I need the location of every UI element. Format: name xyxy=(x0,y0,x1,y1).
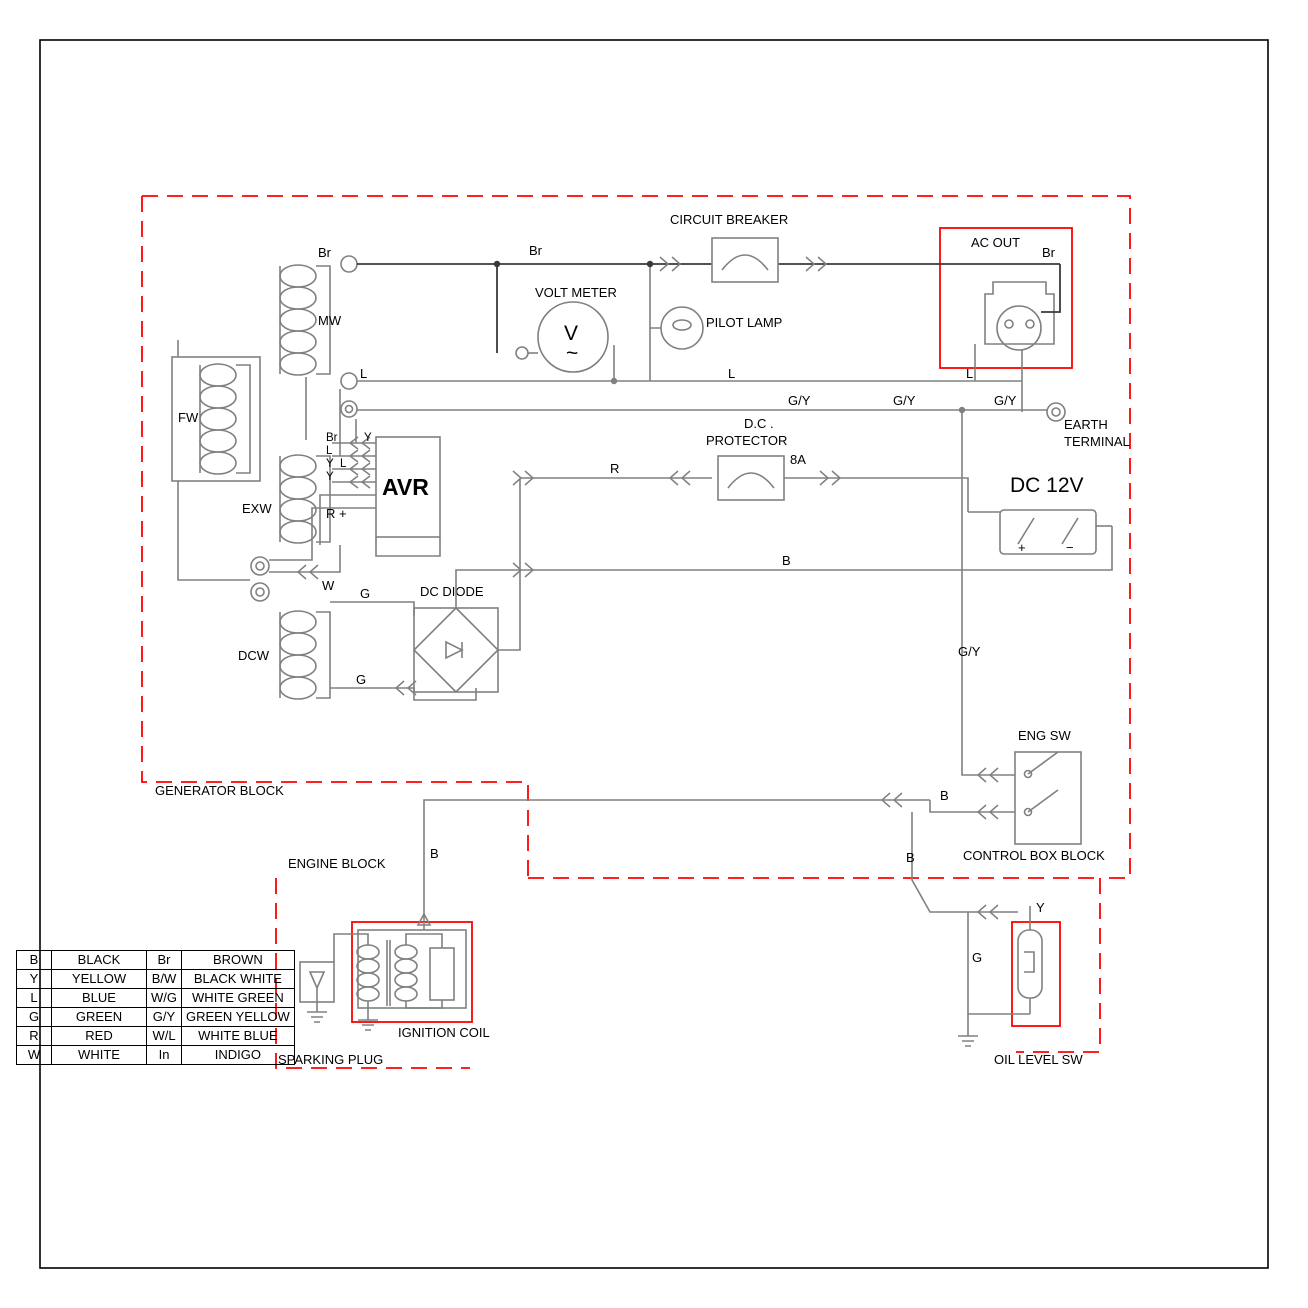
ac-out-label: AC OUT xyxy=(971,235,1021,250)
wire-label-acout-l: L xyxy=(966,366,974,381)
oil-level-sw-label: OIL LEVEL SW xyxy=(994,1052,1083,1067)
legend-code2: W/G xyxy=(147,989,182,1008)
volt-meter-label: VOLT METER xyxy=(535,285,617,300)
gy-terminal-inner xyxy=(346,406,353,413)
legend-code2: B/W xyxy=(147,970,182,989)
dc-winding-coil xyxy=(280,611,330,699)
circuit-breaker-body xyxy=(712,238,778,282)
earth-terminal-label-2: TERMINAL xyxy=(1064,434,1130,449)
wire-label-avr-l2: L xyxy=(340,458,347,470)
diagram-frame xyxy=(40,40,1268,1268)
wire-label-exw-w: W xyxy=(322,578,335,593)
mw-terminal-br xyxy=(341,256,357,272)
legend-name2: BROWN xyxy=(182,951,295,970)
pilot-lamp-label: PILOT LAMP xyxy=(706,315,783,330)
dc-12v-plus: + xyxy=(1018,540,1026,555)
legend-row xyxy=(17,1046,295,1065)
generator-block-label: GENERATOR BLOCK xyxy=(155,783,284,798)
dc-12v-label: DC 12V xyxy=(1010,474,1084,497)
ac-out-socket xyxy=(985,282,1054,350)
color-code-legend xyxy=(16,950,295,1065)
eng-sw-body xyxy=(1015,752,1081,844)
junction-voltmeter xyxy=(494,261,500,267)
legend-code2: In xyxy=(147,1046,182,1065)
legend-row xyxy=(17,1008,295,1027)
dc-protector-body xyxy=(718,456,784,500)
wire-label-avr-br: Br xyxy=(326,432,338,444)
junction-gy-engsw xyxy=(959,407,965,413)
wire-avr-bottom-loop xyxy=(376,537,440,556)
exw-terminal-upper-inner xyxy=(256,562,264,570)
avr-label: AVR xyxy=(382,474,429,500)
wire-label-gy-4: G/Y xyxy=(958,644,981,659)
wire-label-avr-y3: Y xyxy=(326,471,334,483)
earth-terminal-label-1: EARTH xyxy=(1064,417,1108,432)
wire-avr-r xyxy=(269,508,332,560)
legend-row xyxy=(17,951,295,970)
field-winding-label: FW xyxy=(178,410,199,425)
wire-label-gy-3: G/Y xyxy=(994,393,1017,408)
wire-label-oil-sw-y: Y xyxy=(1036,900,1045,915)
legend-row xyxy=(17,970,295,989)
legend-name: GREEN xyxy=(52,1008,147,1027)
legend-name2: BLACK WHITE xyxy=(182,970,295,989)
wire-label-avr-l1: L xyxy=(326,445,333,457)
engine-block-label: ENGINE BLOCK xyxy=(288,856,386,871)
volt-meter-symbol: V xyxy=(564,322,579,345)
legend-code: G xyxy=(17,1008,52,1027)
wire-label-dcw-g-bottom: G xyxy=(356,672,367,687)
legend-name2: WHITE BLUE xyxy=(182,1027,295,1046)
wire-label-engsw-b: B xyxy=(940,788,949,803)
wire-label-gy-2: G/Y xyxy=(893,393,916,408)
dc-protector-label-2: PROTECTOR xyxy=(706,433,788,448)
exciter-winding-coil xyxy=(280,455,330,543)
eng-sw-label: ENG SW xyxy=(1018,728,1071,743)
wire-label-breaker-br: Br xyxy=(529,243,542,258)
wire-fw-bottom xyxy=(178,481,250,580)
legend-name2: WHITE GREEN xyxy=(182,989,295,1008)
wire-label-dcw-g-top: G xyxy=(360,586,371,601)
wire-label-engine-b: B xyxy=(906,850,915,865)
wire-label-mw-l: L xyxy=(360,366,368,381)
legend-code2: Br xyxy=(147,951,182,970)
pilot-lamp-body xyxy=(661,307,703,349)
legend-name: WHITE xyxy=(52,1046,147,1065)
wire-label-avr-y1: Y xyxy=(364,432,372,444)
wire-label-mw-br: Br xyxy=(318,245,331,260)
oil-sw-ground-symbol xyxy=(958,1036,978,1046)
volt-meter-terminal-left xyxy=(516,347,528,359)
legend-code: W xyxy=(17,1046,52,1065)
dc-winding-label: DCW xyxy=(238,648,270,663)
sparking-plug-label: SPARKING PLUG xyxy=(278,1052,384,1067)
wire-label-dc-b: B xyxy=(782,553,791,568)
exw-terminal-lower-inner xyxy=(256,588,264,596)
legend-name: BLACK xyxy=(52,951,147,970)
field-winding-coil xyxy=(200,364,250,474)
dc-12v-socket xyxy=(968,510,1112,554)
avr-input-arrows xyxy=(350,437,370,488)
wire-dcw-g-top xyxy=(330,602,414,616)
wire-label-gy-1: G/Y xyxy=(788,393,811,408)
legend-code2: W/L xyxy=(147,1027,182,1046)
wire-label-avr-y2: Y xyxy=(326,458,334,470)
legend-name: RED xyxy=(52,1027,147,1046)
ignition-coil-label: IGNITION COIL xyxy=(398,1025,490,1040)
wire-label-acout-br: Br xyxy=(1042,245,1055,260)
legend-code: L xyxy=(17,989,52,1008)
dc-12v-minus: − xyxy=(1066,540,1074,555)
dc-protector-label-1: D.C . xyxy=(744,416,774,431)
volt-meter-ac-symbol: ~ xyxy=(566,342,579,365)
dc-diode-label: DC DIODE xyxy=(420,584,484,599)
legend-code2: G/Y xyxy=(147,1008,182,1027)
wire-pilot-lamp-top xyxy=(650,264,661,328)
wire-protector-dc12v xyxy=(784,478,968,512)
legend-name: YELLOW xyxy=(52,970,147,989)
legend-name2: INDIGO xyxy=(182,1046,295,1065)
wire-label-dc-r: R xyxy=(610,461,620,476)
wire-b-to-coil xyxy=(424,800,930,930)
wire-gy-engsw xyxy=(962,412,1015,775)
junction-pilot-lamp xyxy=(647,261,653,267)
generator-block-border-left xyxy=(142,196,528,878)
ignition-coil-body xyxy=(334,930,466,1030)
exciter-winding-label: EXW xyxy=(242,501,272,516)
legend-code: B xyxy=(17,951,52,970)
wire-label-oil-sw-g: G xyxy=(972,950,983,965)
legend-code: R xyxy=(17,1027,52,1046)
legend-code: Y xyxy=(17,970,52,989)
dc-protector-rating: 8A xyxy=(790,452,806,467)
control-box-block-label: CONTROL BOX BLOCK xyxy=(963,848,1105,863)
legend-row xyxy=(17,989,295,1008)
wire-exw-w xyxy=(269,545,340,572)
circuit-breaker-label: CIRCUIT BREAKER xyxy=(670,212,789,227)
wire-label-l-mid: L xyxy=(728,366,736,381)
legend-name: BLUE xyxy=(52,989,147,1008)
wire-label-coil-b: B xyxy=(430,846,439,861)
wire-diode-r-out xyxy=(498,478,520,650)
main-winding-label: MW xyxy=(318,313,342,328)
mw-terminal-l xyxy=(341,373,357,389)
sparking-plug-body xyxy=(300,962,334,1022)
legend-name2: GREEN YELLOW xyxy=(182,1008,295,1027)
dc-diode-body xyxy=(414,608,498,692)
earth-terminal-inner xyxy=(1052,408,1060,416)
avr-r-plus-label: R + xyxy=(326,506,347,521)
legend-row xyxy=(17,1027,295,1046)
